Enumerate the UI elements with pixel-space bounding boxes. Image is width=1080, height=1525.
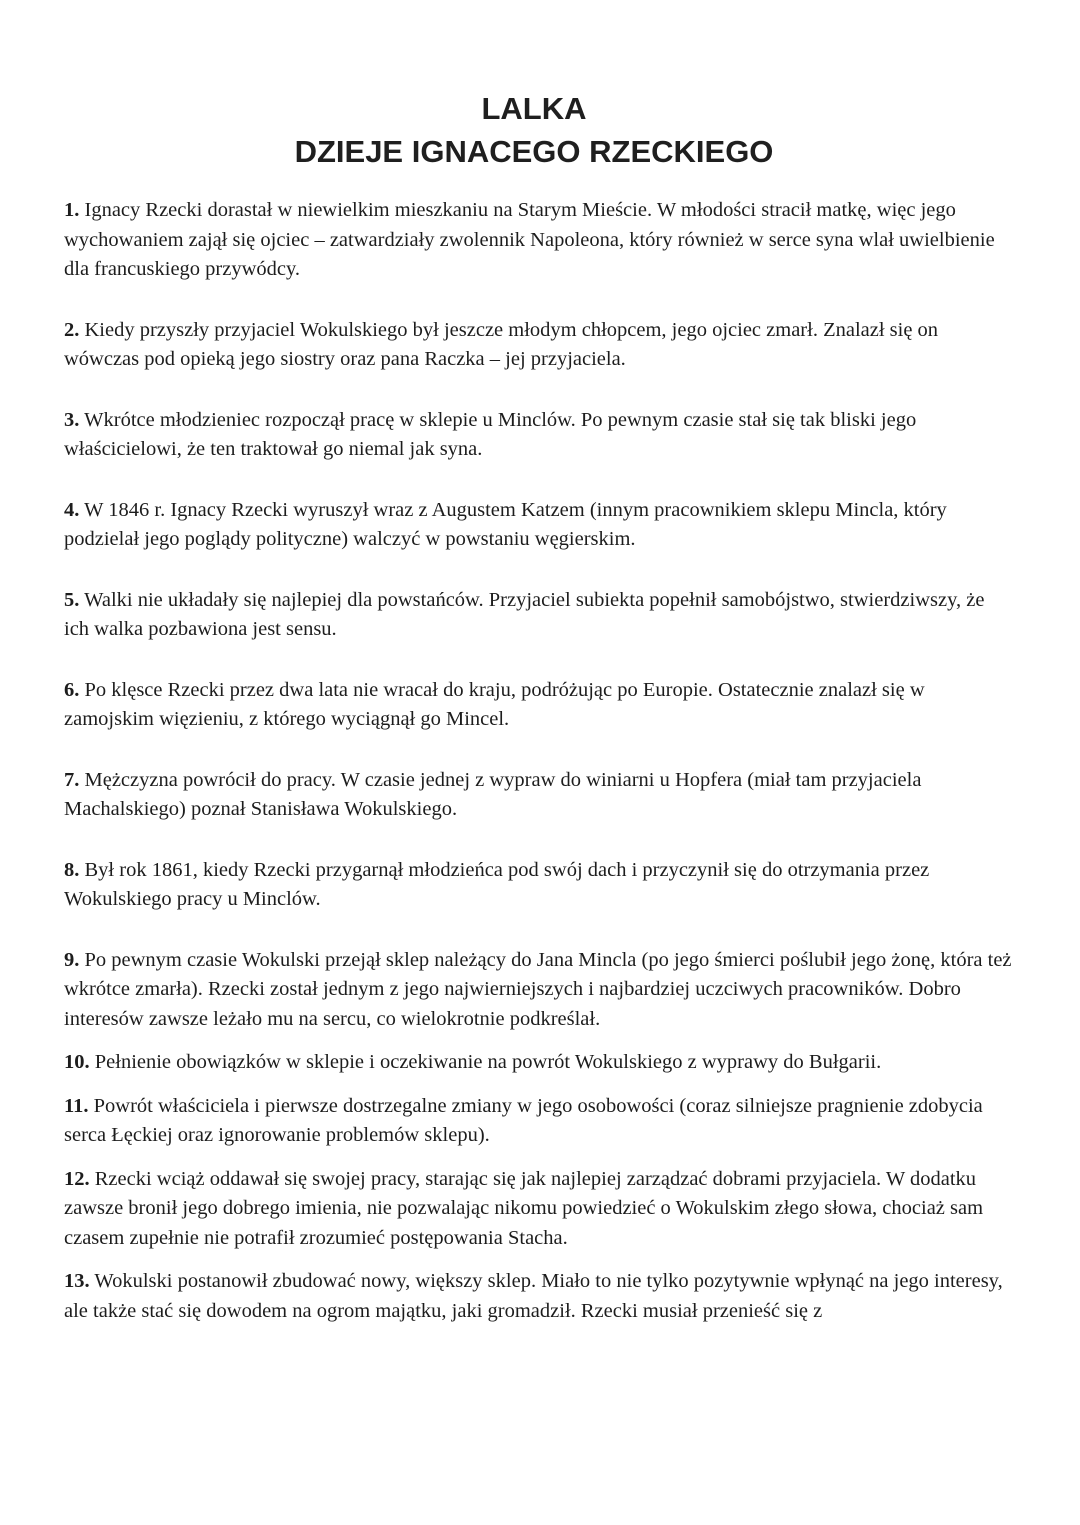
item-text: Powrót właściciela i pierwsze dostrzegalne zmiany w jego osobowości (coraz silniejsze pragnienie zdobycia serca Łęckiej oraz ignorowanie problemów sklepu). bbox=[64, 1094, 983, 1146]
list-item bbox=[64, 856, 1012, 915]
item-text: Wokulski postanowił zbudować nowy, większy sklep. Miało to nie tylko pozytywnie wpłynąć na jego interesy, ale także stać się dowodem na ogrom majątku, jaki gromadził. Rzecki musiał przenieść się z bbox=[64, 1270, 1003, 1322]
item-text: Ignacy Rzecki dorastał w niewielkim mieszkaniu na Starym Mieście. W młodości stracił matkę, więc jego wychowaniem zajął się ojciec – zatwardziały zwolennik Napoleona, który również w serce syna wlał uwielbienie dla francuskiego przywódcy. bbox=[64, 199, 995, 280]
list-item bbox=[64, 586, 1012, 645]
item-text: Po pewnym czasie Wokulski przejął sklep należący do Jana Mincla (po jego śmierci poślubił jego żonę, która też wkrótce zmarła). Rzecki został jednym z jego najwierniejszych i najbardziej uczciwych pracowników. Dobro interesów zawsze leżało mu na sercu, co wielokrotnie podkreślał. bbox=[64, 948, 1012, 1030]
list-item bbox=[64, 946, 1012, 1035]
list-item bbox=[64, 1267, 1012, 1326]
item-text: Mężczyzna powrócił do pracy. W czasie jednej z wypraw do winiarni u Hopfera (miał tam przyjaciela Machalskiego) poznał Stanisława Wokulskiego. bbox=[64, 768, 922, 820]
list-item bbox=[64, 1048, 1012, 1078]
list-item bbox=[64, 196, 1012, 285]
list-item bbox=[64, 1165, 1012, 1254]
item-text: Pełnienie obowiązków w sklepie i oczekiwanie na powrót Wokulskiego z wyprawy do Bułgarii. bbox=[94, 1051, 882, 1073]
item-text: Walki nie układały się najlepiej dla powstańców. Przyjaciel subiekta popełnił samobójstwo, stwierdziwszy, że ich walka pozbawiona jest sensu. bbox=[64, 588, 985, 640]
item-number: 3. bbox=[64, 408, 80, 431]
item-number: 10. bbox=[64, 1051, 90, 1073]
list-item bbox=[64, 1092, 1012, 1151]
item-number: 9. bbox=[64, 948, 80, 971]
list-item bbox=[64, 496, 1012, 555]
item-number: 4. bbox=[64, 498, 80, 521]
item-number: 2. bbox=[64, 318, 80, 341]
item-number: 11. bbox=[64, 1094, 89, 1117]
list-item bbox=[64, 316, 1012, 375]
item-text: Rzecki wciąż oddawał się swojej pracy, starając się jak najlepiej zarządzać dobrami przyjaciela. W dodatku zawsze bronił jego dobrego imienia, nie pozwalając nikomu powiedzieć o Wokulskim złego słowa, chociaż sam czasem zupełnie nie potrafił zrozumieć postępowania Stacha. bbox=[64, 1167, 984, 1249]
item-number: 7. bbox=[64, 768, 80, 791]
item-number: 13. bbox=[64, 1270, 90, 1292]
document-body bbox=[64, 196, 1012, 1326]
item-text: Był rok 1861, kiedy Rzecki przygarnął młodzieńca pod swój dach i przyczynił się do otrzymania przez Wokulskiego pracy u Minclów. bbox=[64, 858, 930, 910]
item-text: W 1846 r. Ignacy Rzecki wyruszył wraz z Augustem Katzem (innym pracownikiem sklepu Mincla, który podzielał jego poglądy polityczne) walczyć w powstaniu węgierskim. bbox=[64, 498, 947, 550]
item-text: Kiedy przyszły przyjaciel Wokulskiego był jeszcze młodym chłopcem, jego ojciec zmarł. Znalazł się on wówczas pod opieką jego siostry oraz pana Raczka – jej przyjaciela. bbox=[64, 318, 939, 370]
item-number: 6. bbox=[64, 678, 80, 701]
item-number: 12. bbox=[64, 1167, 90, 1190]
item-number: 8. bbox=[64, 858, 80, 881]
title-line-1: LALKA bbox=[481, 91, 587, 126]
list-item bbox=[64, 406, 1012, 465]
document-title bbox=[0, 87, 1068, 173]
item-number: 5. bbox=[64, 588, 80, 611]
item-number: 1. bbox=[64, 199, 80, 221]
title-line-2: DZIEJE IGNACEGO RZECKIEGO bbox=[294, 134, 774, 169]
item-text: Po klęsce Rzecki przez dwa lata nie wracał do kraju, podróżując po Europie. Ostatecznie znalazł się w zamojskim więzieniu, z którego wyciągnął go Mincel. bbox=[64, 678, 925, 730]
item-text: Wkrótce młodzieniec rozpoczął pracę w sklepie u Minclów. Po pewnym czasie stał się tak bliski jego właścicielowi, że ten traktował go niemal jak syna. bbox=[64, 408, 917, 460]
list-item bbox=[64, 766, 1012, 825]
list-item bbox=[64, 676, 1012, 735]
